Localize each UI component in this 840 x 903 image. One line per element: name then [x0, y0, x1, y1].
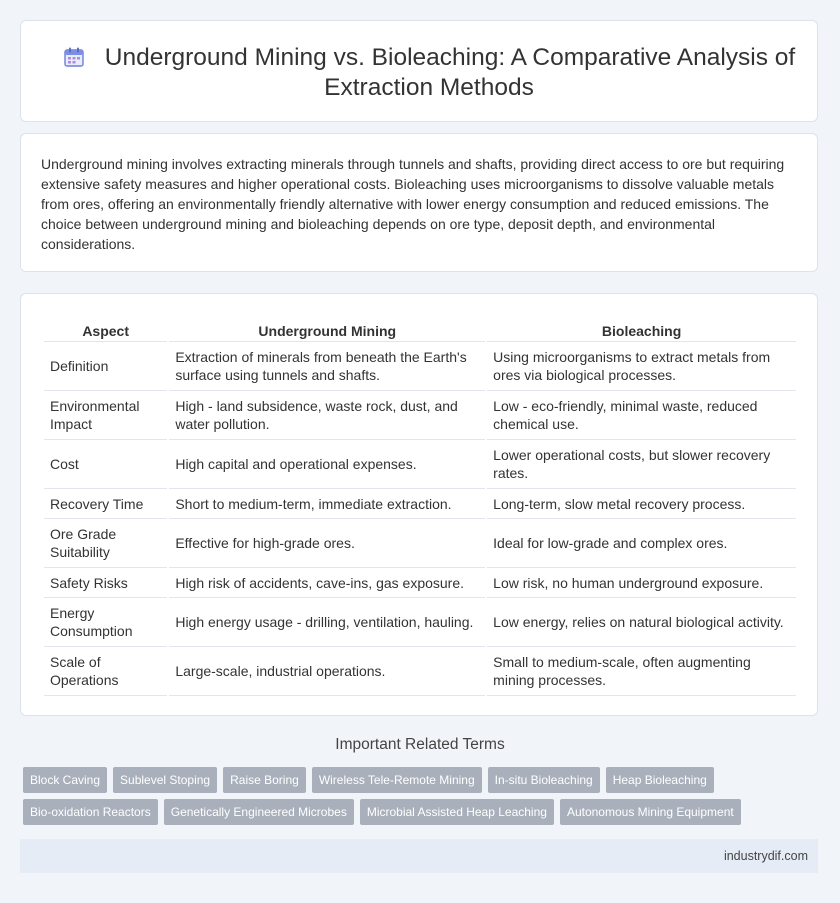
table-header-row — [44, 315, 796, 342]
row-aspect: Scale of Operations — [44, 647, 167, 696]
related-term-tag[interactable]: Raise Boring — [223, 767, 306, 793]
footer — [20, 839, 818, 873]
row-bioleaching: Low - eco-friendly, minimal waste, reduced chemical use. — [487, 391, 796, 440]
related-terms-title: Important Related Terms — [335, 736, 505, 753]
table-row — [44, 391, 796, 440]
row-aspect: Recovery Time — [44, 489, 167, 519]
related-term-tag[interactable]: Heap Bioleaching — [606, 767, 714, 793]
row-underground-mining: Short to medium-term, immediate extraction. — [169, 489, 485, 519]
table-row — [44, 598, 796, 647]
table-row — [44, 489, 796, 519]
related-terms-tags — [23, 767, 813, 831]
intro-card — [20, 133, 818, 272]
title-card — [20, 20, 818, 122]
related-term-tag[interactable]: Sublevel Stoping — [113, 767, 217, 793]
row-aspect: Ore Grade Suitability — [44, 519, 167, 568]
page-title — [61, 43, 797, 103]
related-term-tag[interactable]: Genetically Engineered Microbes — [164, 799, 354, 825]
row-bioleaching: Low risk, no human underground exposure. — [487, 568, 796, 598]
comparison-card — [20, 293, 818, 716]
row-bioleaching: Lower operational costs, but slower recovery rates. — [487, 440, 796, 489]
row-bioleaching: Long-term, slow metal recovery process. — [487, 489, 796, 519]
related-term-tag[interactable]: Wireless Tele-Remote Mining — [312, 767, 482, 793]
row-bioleaching: Low energy, relies on natural biological activity. — [487, 598, 796, 647]
row-bioleaching: Using microorganisms to extract metals from ores via biological processes. — [487, 342, 796, 391]
related-term-tag[interactable]: Microbial Assisted Heap Leaching — [360, 799, 554, 825]
header-underground-mining: Underground Mining — [169, 315, 485, 342]
row-underground-mining: Effective for high-grade ores. — [169, 519, 485, 568]
row-bioleaching: Ideal for low-grade and complex ores. — [487, 519, 796, 568]
table-row — [44, 568, 796, 598]
related-term-tag[interactable]: Bio-oxidation Reactors — [23, 799, 158, 825]
row-aspect: Environmental Impact — [44, 391, 167, 440]
header-bioleaching: Bioleaching — [487, 315, 796, 342]
row-underground-mining: High risk of accidents, cave-ins, gas exposure. — [169, 568, 485, 598]
row-aspect: Safety Risks — [44, 568, 167, 598]
row-aspect: Energy Consumption — [44, 598, 167, 647]
table-row — [44, 647, 796, 696]
row-underground-mining: High energy usage - drilling, ventilation, hauling. — [169, 598, 485, 647]
related-term-tag[interactable]: In-situ Bioleaching — [488, 767, 600, 793]
table-row — [44, 440, 796, 489]
row-aspect: Definition — [44, 342, 167, 391]
row-underground-mining: High - land subsidence, waste rock, dust, and water pollution. — [169, 391, 485, 440]
page-title-text: Underground Mining vs. Bioleaching: A Comparative Analysis of Extraction Methods — [104, 44, 796, 101]
row-bioleaching: Small to medium-scale, often augmenting mining processes. — [487, 647, 796, 696]
row-underground-mining: High capital and operational expenses. — [169, 440, 485, 489]
related-term-tag[interactable]: Block Caving — [23, 767, 107, 793]
intro-paragraph: Underground mining involves extracting minerals through tunnels and shafts, providing direct access to ore but requiring extensive safety measures and higher operational costs. Bioleaching uses microorganisms to dissolve valuable metals from ores, offering an environmentally friendly alternative with lower energy consumption and reduced emissions. The choice between underground mining and bioleaching depends on ore type, deposit depth, and environmental considerations. — [41, 156, 785, 252]
related-term-tag[interactable]: Autonomous Mining Equipment — [560, 799, 741, 825]
row-underground-mining: Extraction of minerals from beneath the Earth's surface using tunnels and shafts. — [169, 342, 485, 391]
comparison-table — [42, 315, 798, 696]
row-underground-mining: Large-scale, industrial operations. — [169, 647, 485, 696]
row-aspect: Cost — [44, 440, 167, 489]
calendar-icon — [63, 46, 85, 68]
header-aspect: Aspect — [44, 315, 167, 342]
footer-site-link[interactable]: industrydif.com — [723, 849, 808, 863]
table-row — [44, 519, 796, 568]
table-row — [44, 342, 796, 391]
